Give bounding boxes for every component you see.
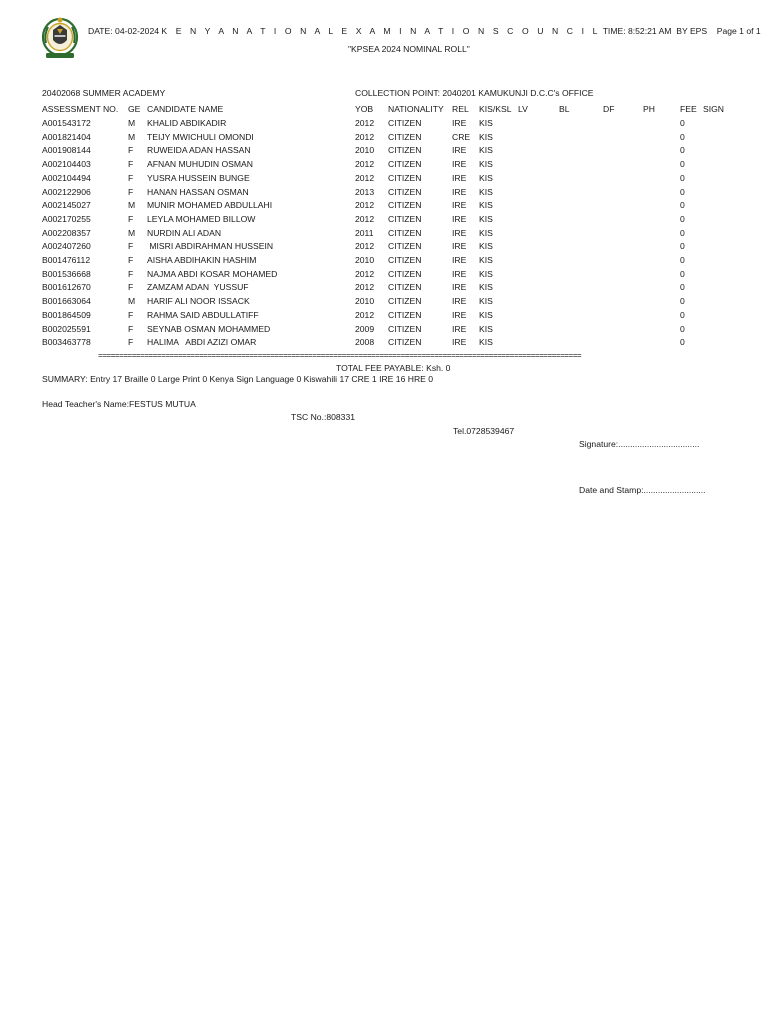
cell-candidate-name: MUNIR MOHAMED ABDULLAHI — [147, 200, 273, 211]
cell-religion: IRE — [452, 268, 467, 279]
cell-yob: 2012 — [355, 309, 375, 320]
col-header-candidate-name: CANDIDATE NAME — [147, 104, 224, 114]
table-row — [0, 201, 768, 215]
cell-candidate-name: RUWEIDA ADAN HASSAN — [147, 145, 251, 156]
cell-religion: IRE — [452, 213, 467, 224]
cell-kis-ksl: KIS — [479, 186, 493, 197]
table-row — [0, 215, 768, 229]
cell-yob: 2012 — [355, 268, 375, 279]
cell-religion: IRE — [452, 186, 467, 197]
cell-candidate-name: KHALID ABDIKADIR — [147, 118, 227, 128]
cell-kis-ksl: KIS — [479, 268, 493, 279]
total-fee-payable: TOTAL FEE PAYABLE: Ksh. 0 — [336, 363, 451, 373]
knec-coat-of-arms-logo-icon — [40, 15, 80, 61]
cell-nationality: CITIZEN — [388, 337, 422, 348]
cell-nationality: CITIZEN — [388, 118, 422, 128]
cell-assessment-no: B001864509 — [42, 309, 91, 320]
document-header — [88, 27, 761, 36]
cell-nationality: CITIZEN — [388, 131, 422, 142]
cell-fee: 0 — [680, 227, 685, 238]
cell-assessment-no: B002025591 — [42, 323, 91, 334]
cell-nationality: CITIZEN — [388, 213, 422, 224]
cell-yob: 2010 — [355, 255, 375, 265]
col-header-sign: SIGN — [703, 104, 725, 114]
table-row — [0, 297, 768, 311]
cell-nationality: CITIZEN — [388, 200, 422, 211]
cell-kis-ksl: KIS — [479, 323, 493, 334]
school-code-name: 20402068 SUMMER ACADEMY — [42, 88, 166, 98]
cell-candidate-name: YUSRA HUSSEIN BUNGE — [147, 172, 250, 183]
cell-kis-ksl: KIS — [479, 118, 493, 128]
cell-religion: IRE — [452, 255, 467, 265]
cell-nationality: CITIZEN — [388, 227, 422, 238]
cell-yob: 2012 — [355, 159, 375, 170]
cell-assessment-no: B003463778 — [42, 337, 91, 348]
cell-candidate-name: HANAN HASSAN OSMAN — [147, 186, 249, 197]
date-stamp-line: Date and Stamp:.......................... — [579, 485, 706, 495]
cell-assessment-no: A002170255 — [42, 213, 91, 224]
cell-nationality: CITIZEN — [388, 186, 422, 197]
col-header-bl: BL — [559, 104, 570, 114]
cell-gender: M — [128, 200, 136, 211]
col-header-df: DF — [603, 104, 615, 114]
cell-candidate-name: NAJMA ABDI KOSAR MOHAMED — [147, 268, 278, 279]
cell-fee: 0 — [680, 172, 685, 183]
cell-assessment-no: B001476112 — [42, 255, 91, 265]
cell-candidate-name: ZAMZAM ADAN YUSSUF — [147, 282, 249, 293]
cell-yob: 2011 — [355, 227, 374, 238]
cell-yob: 2012 — [355, 241, 375, 252]
cell-nationality: CITIZEN — [388, 172, 422, 183]
col-header-kis-ksl: KIS/KSL — [479, 104, 512, 114]
cell-kis-ksl: KIS — [479, 200, 493, 211]
cell-religion: IRE — [452, 118, 467, 128]
col-header-religion: REL — [452, 104, 469, 114]
cell-kis-ksl: KIS — [479, 145, 493, 156]
cell-assessment-no: A001908144 — [42, 145, 91, 156]
cell-gender: F — [128, 268, 134, 279]
cell-gender: M — [128, 131, 136, 142]
cell-gender: F — [128, 213, 134, 224]
cell-assessment-no: A002208357 — [42, 227, 91, 238]
table-row — [0, 338, 768, 352]
collection-point: COLLECTION POINT: 2040201 KAMUKUNJI D.C.C's OFFICE — [355, 88, 594, 98]
cell-religion: IRE — [452, 227, 467, 238]
cell-nationality: CITIZEN — [388, 241, 422, 252]
cell-gender: F — [128, 323, 134, 334]
cell-assessment-no: A002407260 — [42, 241, 91, 252]
table-header — [0, 105, 768, 119]
cell-assessment-no: A002122906 — [42, 186, 91, 197]
telephone: Tel.0728539467 — [453, 426, 515, 436]
cell-nationality: CITIZEN — [388, 323, 422, 334]
cell-candidate-name: RAHMA SAID ABDULLATIFF — [147, 309, 259, 320]
cell-fee: 0 — [680, 309, 685, 320]
cell-fee: 0 — [680, 213, 685, 224]
cell-kis-ksl: KIS — [479, 255, 493, 265]
table-row — [0, 160, 768, 174]
cell-fee: 0 — [680, 118, 685, 128]
cell-kis-ksl: KIS — [479, 337, 493, 348]
cell-gender: M — [128, 227, 136, 238]
page-number: Page 1 of 1 — [716, 26, 761, 36]
cell-kis-ksl: KIS — [479, 227, 493, 238]
cell-nationality: CITIZEN — [388, 255, 422, 265]
cell-kis-ksl: KIS — [479, 309, 493, 320]
cell-religion: IRE — [452, 159, 467, 170]
print-time: TIME: 8:52:21 AM — [602, 26, 672, 36]
cell-gender: F — [128, 186, 134, 197]
col-header-nationality: NATIONALITY — [388, 104, 444, 114]
cell-kis-ksl: KIS — [479, 213, 493, 224]
cell-religion: IRE — [452, 323, 467, 334]
col-header-ph: PH — [643, 104, 655, 114]
printed-by: BY EPS — [676, 26, 708, 36]
cell-candidate-name: NURDIN ALI ADAN — [147, 227, 222, 238]
cell-gender: F — [128, 309, 134, 320]
cell-nationality: CITIZEN — [388, 309, 422, 320]
cell-gender: M — [128, 118, 136, 128]
cell-yob: 2012 — [355, 118, 375, 128]
cell-yob: 2012 — [355, 282, 375, 293]
cell-yob: 2012 — [355, 200, 375, 211]
cell-religion: IRE — [452, 200, 467, 211]
divider-line: =================================================================================================================== — [98, 352, 582, 361]
cell-nationality: CITIZEN — [388, 268, 422, 279]
col-header-yob: YOB — [355, 104, 374, 114]
col-header-assessment-no: ASSESSMENT NO. — [42, 104, 119, 114]
cell-yob: 2008 — [355, 337, 375, 348]
table-row — [0, 146, 768, 160]
cell-assessment-no: A001543172 — [42, 118, 91, 128]
council-name: K E N Y A N A T I O N A L E X A M I N A T I O N S C O U N C I L — [161, 26, 601, 36]
cell-yob: 2012 — [355, 172, 375, 183]
cell-fee: 0 — [680, 337, 685, 348]
table-row — [0, 229, 768, 243]
cell-gender: M — [128, 296, 136, 307]
table-row — [0, 270, 768, 284]
cell-yob: 2010 — [355, 145, 375, 156]
cell-yob: 2010 — [355, 296, 375, 307]
cell-fee: 0 — [680, 268, 685, 279]
table-row — [0, 283, 768, 297]
cell-candidate-name: TEIJY MWICHULI OMONDI — [147, 131, 254, 142]
cell-assessment-no: A001821404 — [42, 131, 91, 142]
cell-fee: 0 — [680, 282, 685, 293]
cell-nationality: CITIZEN — [388, 296, 422, 307]
cell-fee: 0 — [680, 200, 685, 211]
cell-assessment-no: A002145027 — [42, 200, 91, 211]
cell-yob: 2012 — [355, 131, 375, 142]
cell-candidate-name: HARIF ALI NOOR ISSACK — [147, 296, 250, 307]
col-header-lv: LV — [518, 104, 528, 114]
table-row — [0, 119, 768, 133]
cell-religion: IRE — [452, 309, 467, 320]
cell-assessment-no: B001612670 — [42, 282, 91, 293]
signature-line: Signature:.................................. — [579, 439, 700, 449]
cell-yob: 2012 — [355, 213, 375, 224]
tsc-number: TSC No.:808331 — [291, 412, 356, 422]
cell-candidate-name: LEYLA MOHAMED BILLOW — [147, 213, 256, 224]
cell-fee: 0 — [680, 241, 685, 252]
cell-candidate-name: AFNAN MUHUDIN OSMAN — [147, 159, 253, 170]
cell-fee: 0 — [680, 296, 685, 307]
cell-religion: IRE — [452, 337, 467, 348]
table-row — [0, 325, 768, 339]
cell-religion: IRE — [452, 241, 467, 252]
cell-fee: 0 — [680, 323, 685, 334]
table-row — [0, 256, 768, 270]
cell-kis-ksl: KIS — [479, 159, 493, 170]
cell-fee: 0 — [680, 255, 685, 265]
table-row — [0, 133, 768, 147]
cell-religion: IRE — [452, 296, 467, 307]
cell-assessment-no: B001536668 — [42, 268, 91, 279]
cell-yob: 2013 — [355, 186, 375, 197]
col-header-fee: FEE — [680, 104, 697, 114]
cell-fee: 0 — [680, 159, 685, 170]
cell-gender: F — [128, 337, 134, 348]
table-row — [0, 188, 768, 202]
col-header-gender: GE — [128, 104, 141, 114]
print-date: DATE: 04-02-2024 — [88, 26, 160, 36]
head-teacher-name: Head Teacher's Name:FESTUS MUTUA — [42, 399, 196, 409]
summary-line: SUMMARY: Entry 17 Braille 0 Large Print 0 Kenya Sign Language 0 Kiswahili 17 CRE 1 IRE 16 HRE 0 — [42, 374, 434, 384]
cell-kis-ksl: KIS — [479, 282, 493, 293]
cell-gender: F — [128, 145, 134, 156]
cell-kis-ksl: KIS — [479, 241, 493, 252]
cell-assessment-no: A002104403 — [42, 159, 91, 170]
cell-gender: F — [128, 159, 134, 170]
cell-religion: IRE — [452, 172, 467, 183]
cell-fee: 0 — [680, 186, 685, 197]
cell-nationality: CITIZEN — [388, 159, 422, 170]
table-row — [0, 311, 768, 325]
cell-candidate-name: HALIMA ABDI AZIZI OMAR — [147, 337, 257, 348]
cell-kis-ksl: KIS — [479, 296, 493, 307]
cell-religion: IRE — [452, 282, 467, 293]
cell-religion: IRE — [452, 145, 467, 156]
cell-kis-ksl: KIS — [479, 131, 493, 142]
cell-candidate-name: SEYNAB OSMAN MOHAMMED — [147, 323, 271, 334]
cell-assessment-no: A002104494 — [42, 172, 91, 183]
cell-gender: F — [128, 282, 134, 293]
cell-candidate-name: AISHA ABDIHAKIN HASHIM — [147, 255, 257, 265]
cell-gender: F — [128, 172, 134, 183]
table-row — [0, 174, 768, 188]
cell-fee: 0 — [680, 145, 685, 156]
cell-nationality: CITIZEN — [388, 282, 422, 293]
table-row — [0, 242, 768, 256]
cell-kis-ksl: KIS — [479, 172, 493, 183]
cell-gender: F — [128, 241, 134, 252]
document-title: "KPSEA 2024 NOMINAL ROLL" — [348, 44, 470, 54]
cell-nationality: CITIZEN — [388, 145, 422, 156]
cell-religion: CRE — [452, 131, 471, 142]
cell-gender: F — [128, 255, 134, 265]
cell-fee: 0 — [680, 131, 685, 142]
cell-assessment-no: B001663064 — [42, 296, 91, 307]
cell-candidate-name: MISRI ABDIRAHMAN HUSSEIN — [147, 241, 274, 252]
cell-yob: 2009 — [355, 323, 375, 334]
